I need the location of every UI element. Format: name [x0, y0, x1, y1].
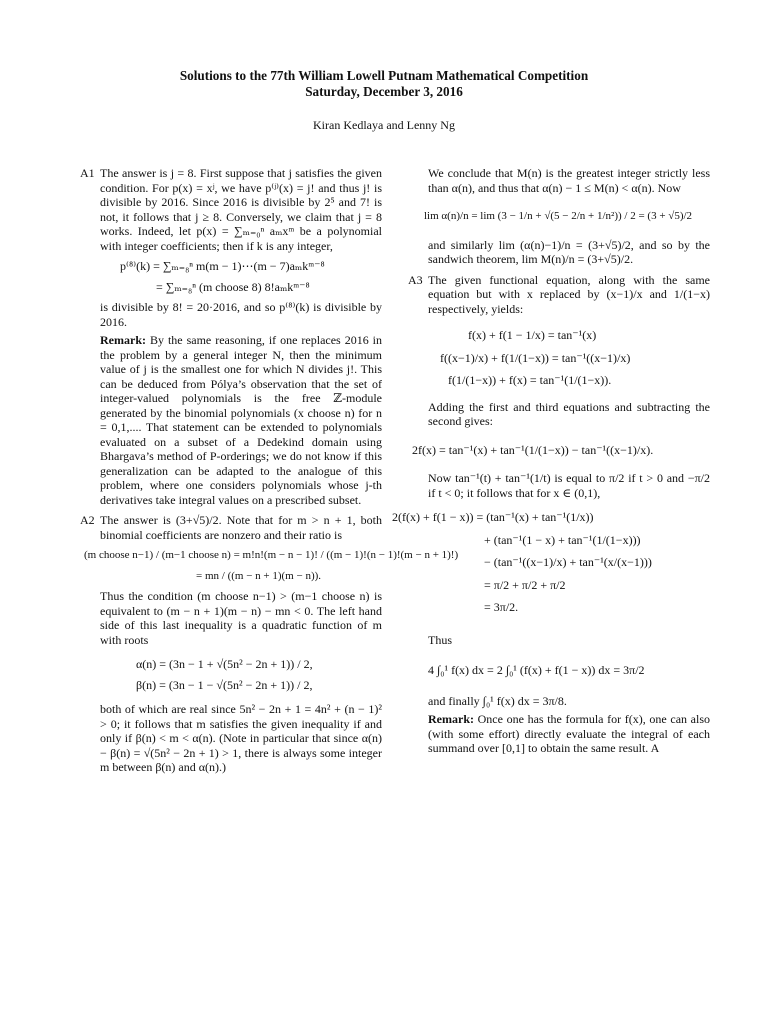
a2-cont-text: We conclude that M(n) is the greatest integer strictly less than α(n), and thus that α(n) − 1 ≤ M(n) < α(n). Now: [428, 166, 710, 195]
a1-text: The answer is j = 8. First suppose that j satisfies the given condition. For p(x) = xʲ, we have p⁽ʲ⁾(x) = j! and thus j! is divisible by 2016. Since 2016 is divisible by 2⁵ and 7! is not, it follows that j ≥ 8. Conversely, we claim that j = 8 works. Indeed, let p(x) = ∑ₘ₌₀ⁿ aₘxᵐ be a polynomial with integer coefficients; then if k is any integer,: [100, 166, 382, 253]
a3-equation-4: 2f(x) = tan⁻¹(x) + tan⁻¹(1/(1−x)) − tan⁻¹((x−1)/x).: [412, 442, 654, 457]
a3-final-text: and finally ∫₀¹ f(x) dx = 3π/8.: [428, 693, 567, 708]
a3-equation-2: f((x−1)/x) + f(1/(1−x)) = tan⁻¹((x−1)/x): [440, 350, 631, 365]
a2-equation-2: = mn / ((m − n + 1)(m − n)).: [196, 569, 322, 582]
paper-title: [0, 68, 768, 100]
a3-equation-1: f(x) + f(1 − 1/x) = tan⁻¹(x): [468, 328, 597, 342]
title-line-2: Saturday, December 3, 2016: [305, 84, 463, 99]
problem-label-a1: A1: [80, 166, 95, 180]
a2-alpha: α(n) = (3n − 1 + √(5n² − 2n + 1)) / 2,: [136, 657, 313, 671]
a2-beta: β(n) = (3n − 1 − √(5n² − 2n + 1)) / 2,: [136, 677, 313, 692]
a3-remark: [428, 712, 710, 756]
a3-now-text: Now tan⁻¹(t) + tan⁻¹(1/t) is equal to π/2 if t > 0 and −π/2 if t < 0; it follows that for x ∈ (0,1),: [428, 471, 710, 500]
a3-sum-line-2: + (tan⁻¹(1 − x) + tan⁻¹(1/(1−x))): [484, 532, 641, 547]
problem-label-a3: A3: [408, 272, 423, 287]
a3-text: The given functional equation, along with the same equation but with x replaced by (x−1)/x and 1/(1−x) respectively, yields:: [428, 272, 710, 316]
a3-integral: 4 ∫₀¹ f(x) dx = 2 ∫₀¹ (f(x) + f(1 − x)) dx = 3π/2: [428, 663, 645, 677]
remark-text: Once one has the formula for f(x), one can also (with some effort) directly evaluate the integral of each summand over [0,1] to obtain the same result. A: [428, 712, 711, 755]
a3-sum-line-3: − (tan⁻¹((x−1)/x) + tan⁻¹(x/(x−1))): [484, 555, 652, 569]
a2-continued: [408, 166, 710, 267]
a2-limit: lim α(n)/n = lim (3 − 1/n + √(5 − 2/n + 1/n²)) / 2 = (3 + √5)/2: [424, 210, 693, 222]
right-column: [392, 166, 711, 756]
a3-sum-line-4: = π/2 + π/2 + π/2: [484, 577, 566, 592]
a2-text: The answer is (3+√5)/2. Note that for m > n + 1, both binomial coefficients are nonzero and their ratio is: [100, 513, 382, 542]
a3-sum-line-1: 2(f(x) + f(1 − x)) = (tan⁻¹(x) + tan⁻¹(1/x)): [392, 510, 594, 524]
a3-thus-text: Thus: [428, 632, 452, 647]
a3-adding-text: Adding the first and third equations and subtracting the second gives:: [428, 399, 710, 428]
a1-after-text: is divisible by 8! = 20·2016, and so p⁽⁸⁾(k) is divisible by 2016.: [100, 300, 382, 329]
remark-label: Remark:: [428, 712, 474, 726]
remark-text: By the same reasoning, if one replaces 2016 in the problem by a general integer N, then the minimum value of j is the smallest one for which N divides j!. This can be deduced from Pólya’s observation that the set of integer-valued polynomials is the free ℤ-module generated by the binomial polynomials (x choose n) for n = 0,1,.... That statement can be extended to polynomials evaluated on a subset of a Dedekind domain using Bhargava’s method of P-orderings; we do not know if this generalization can be adapted to the analogue of this problem, where one considers polynomials whose j-th derivatives take integral values on a prescribed subset.: [100, 333, 383, 507]
a2-end-text: both of which are real since 5n² − 2n + 1 = 4n² + (n − 1)² > 0; it follows that m satisfies the given inequality if and only if β(n) < m < α(n). (Note in particular that since α(n) − β(n) = √(5n² − 2n + 1) > 1, there is always some integer m between β(n) and α(n).): [100, 702, 382, 774]
a2-mid-text: Thus the condition (m choose n−1) > (m−1 choose n) is equivalent to (m − n + 1)(m − n) − mn < 0. The left hand side of this last inequality is a quadratic function of m with roots: [100, 589, 382, 647]
a2-similarly-text: and similarly lim (α(n)−1)/n = (3+√5)/2, and so by the sandwich theorem, lim M(n)/n = (3+√5)/2.: [428, 237, 710, 266]
remark-label: Remark:: [100, 333, 146, 347]
a1-remark: [100, 333, 382, 507]
a2-equation-1: (m choose n−1) / (m−1 choose n) = m!n!(m − n − 1)! / ((m − 1)!(n − 1)!(m − n + 1)!): [84, 549, 459, 561]
problem-label-a2: A2: [80, 513, 95, 527]
problem-a1: [80, 166, 382, 507]
authors: Kiran Kedlaya and Lenny Ng: [313, 118, 455, 132]
problem-a3: [392, 272, 711, 756]
title-line-1: Solutions to the 77th William Lowell Putnam Mathematical Competition: [179, 68, 589, 83]
a1-equation-2: = ∑ₘ₌₈ⁿ (m choose 8) 8!aₘkᵐ⁻⁸: [156, 279, 310, 294]
a1-equation-1: p⁽⁸⁾(k) = ∑ₘ₌₈ⁿ m(m − 1)⋯(m − 7)aₘkᵐ⁻⁸: [120, 259, 325, 273]
a3-sum-line-5: = 3π/2.: [484, 600, 519, 614]
a3-equation-3: f(1/(1−x)) + f(x) = tan⁻¹(1/(1−x)).: [448, 373, 612, 387]
